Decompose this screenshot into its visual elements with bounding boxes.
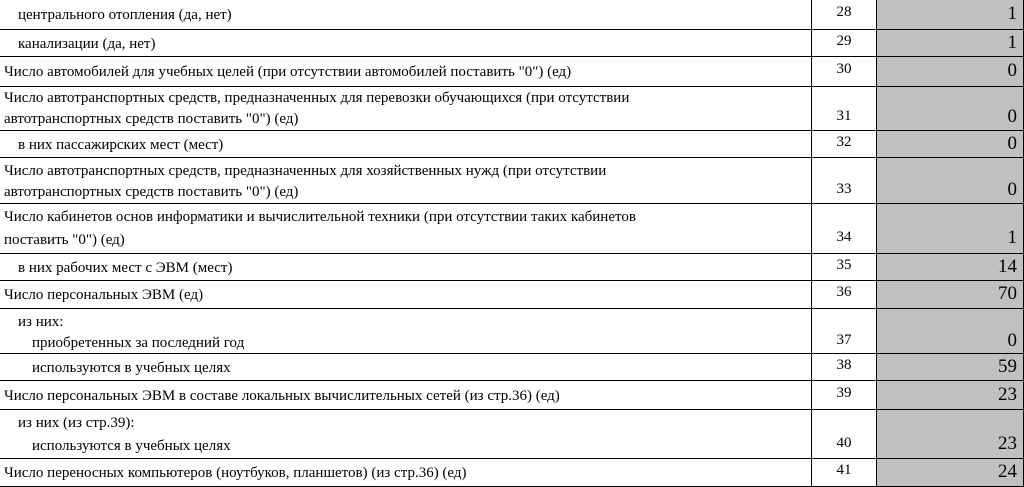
row-label-cell: [0, 87, 812, 131]
row-value-cell[interactable]: [877, 410, 1024, 459]
row-number: 29: [836, 33, 852, 49]
row-label-cell: [0, 30, 812, 57]
row-label-line: Число автотранспортных средств, предназначенных для хозяйственных нужд (при отсутствии: [4, 163, 607, 179]
row-number-cell: [812, 204, 877, 254]
row-value-cell[interactable]: [877, 281, 1024, 309]
row-label-line: автотранспортных средств поставить "0") (ед): [4, 184, 299, 200]
row-label-line: центрального отопления (да, нет): [18, 7, 232, 23]
row-number: 41: [836, 462, 852, 478]
row-label-cell: [0, 381, 812, 410]
row-label-cell: [0, 410, 812, 459]
row-label-cell: [0, 309, 812, 354]
row-number: 38: [836, 357, 852, 373]
row-number: 36: [836, 284, 852, 300]
row-number-cell: [812, 131, 877, 158]
row-value-cell[interactable]: [877, 204, 1024, 254]
table-row: [0, 410, 1024, 459]
table-row: [0, 281, 1024, 309]
row-value-cell[interactable]: [877, 354, 1024, 381]
row-label-line: поставить "0") (ед): [4, 232, 125, 248]
row-label-line: Число автомобилей для учебных целей (при отсутствии автомобилей поставить "0") (ед): [4, 64, 572, 80]
row-number: 40: [836, 435, 852, 451]
row-number: 32: [836, 134, 852, 150]
row-number-cell: [812, 0, 877, 30]
row-value: 23: [998, 384, 1017, 405]
table-row: [0, 57, 1024, 87]
table-row: [0, 254, 1024, 281]
row-label-cell: [0, 204, 812, 254]
row-value: 14: [998, 256, 1017, 277]
row-number-cell: [812, 158, 877, 204]
row-value-cell[interactable]: [877, 131, 1024, 158]
row-label-cell: [0, 131, 812, 158]
row-number-cell: [812, 381, 877, 410]
row-value-cell[interactable]: [877, 30, 1024, 57]
row-label-line: из них (из стр.39):: [18, 415, 135, 431]
row-number: 30: [836, 61, 852, 77]
table-row: [0, 204, 1024, 254]
table-row: [0, 30, 1024, 57]
row-value-cell[interactable]: [877, 0, 1024, 30]
row-number: 39: [836, 385, 852, 401]
row-number: 33: [836, 181, 852, 197]
table-row: [0, 87, 1024, 131]
row-number-cell: [812, 281, 877, 309]
row-label-cell: [0, 0, 812, 30]
row-number-cell: [812, 57, 877, 87]
row-value-cell[interactable]: [877, 309, 1024, 354]
row-value: 0: [1007, 60, 1017, 81]
row-label-line: Число персональных ЭВМ в составе локальных вычислительных сетей (из стр.36) (ед): [4, 388, 560, 404]
row-value: 23: [998, 433, 1017, 454]
row-label-cell: [0, 57, 812, 87]
row-value-cell[interactable]: [877, 87, 1024, 131]
row-value: 0: [1007, 106, 1017, 127]
row-label-cell: [0, 158, 812, 204]
row-label-line: Число автотранспортных средств, предназначенных для перевозки обучающихся (при отсутствии: [4, 90, 630, 106]
row-number-cell: [812, 254, 877, 281]
row-label-line: используются в учебных целях: [32, 438, 231, 454]
row-number: 37: [836, 332, 852, 348]
row-value: 1: [1007, 32, 1017, 53]
row-number: 31: [836, 108, 852, 124]
row-value: 0: [1007, 330, 1017, 351]
table-row: [0, 354, 1024, 381]
row-number-cell: [812, 87, 877, 131]
row-label-line: в них рабочих мест с ЭВМ (мест): [18, 260, 233, 276]
row-label-line: Число кабинетов основ информатики и вычислительной техники (при отсутствии таких кабинетов: [4, 209, 636, 225]
row-value: 70: [998, 283, 1017, 304]
row-value: 1: [1007, 227, 1017, 248]
row-value-cell[interactable]: [877, 381, 1024, 410]
table-row: [0, 158, 1024, 204]
row-value-cell[interactable]: [877, 459, 1024, 487]
row-value-cell[interactable]: [877, 158, 1024, 204]
row-value: 59: [998, 356, 1017, 377]
row-value: 0: [1007, 133, 1017, 154]
row-label-line: используются в учебных целях: [32, 360, 231, 376]
row-label-cell: [0, 459, 812, 487]
row-number-cell: [812, 459, 877, 487]
row-number-cell: [812, 410, 877, 459]
row-label-line: Число переносных компьютеров (ноутбуков, планшетов) (из стр.36) (ед): [4, 465, 467, 481]
row-label-line: из них:: [18, 314, 64, 330]
row-value-cell[interactable]: [877, 254, 1024, 281]
table-row: [0, 309, 1024, 354]
row-number: 35: [836, 257, 852, 273]
row-value: 1: [1007, 3, 1017, 24]
row-label-line: канализации (да, нет): [18, 36, 156, 52]
row-value: 24: [998, 461, 1017, 482]
row-number-cell: [812, 354, 877, 381]
row-label-cell: [0, 281, 812, 309]
table-row: [0, 0, 1024, 30]
table-row: [0, 459, 1024, 487]
table-row: [0, 381, 1024, 410]
row-number: 28: [836, 4, 852, 20]
row-label-line: приобретенных за последний год: [32, 335, 245, 351]
row-value-cell[interactable]: [877, 57, 1024, 87]
table-row: [0, 131, 1024, 158]
row-label-cell: [0, 254, 812, 281]
row-value: 0: [1007, 179, 1017, 200]
row-label-cell: [0, 354, 812, 381]
row-label-line: автотранспортных средств поставить "0") (ед): [4, 111, 299, 127]
row-number: 34: [836, 229, 852, 245]
row-number-cell: [812, 30, 877, 57]
row-number-cell: [812, 309, 877, 354]
row-label-line: в них пассажирских мест (мест): [18, 137, 224, 153]
row-label-line: Число персональных ЭВМ (ед): [4, 287, 204, 303]
